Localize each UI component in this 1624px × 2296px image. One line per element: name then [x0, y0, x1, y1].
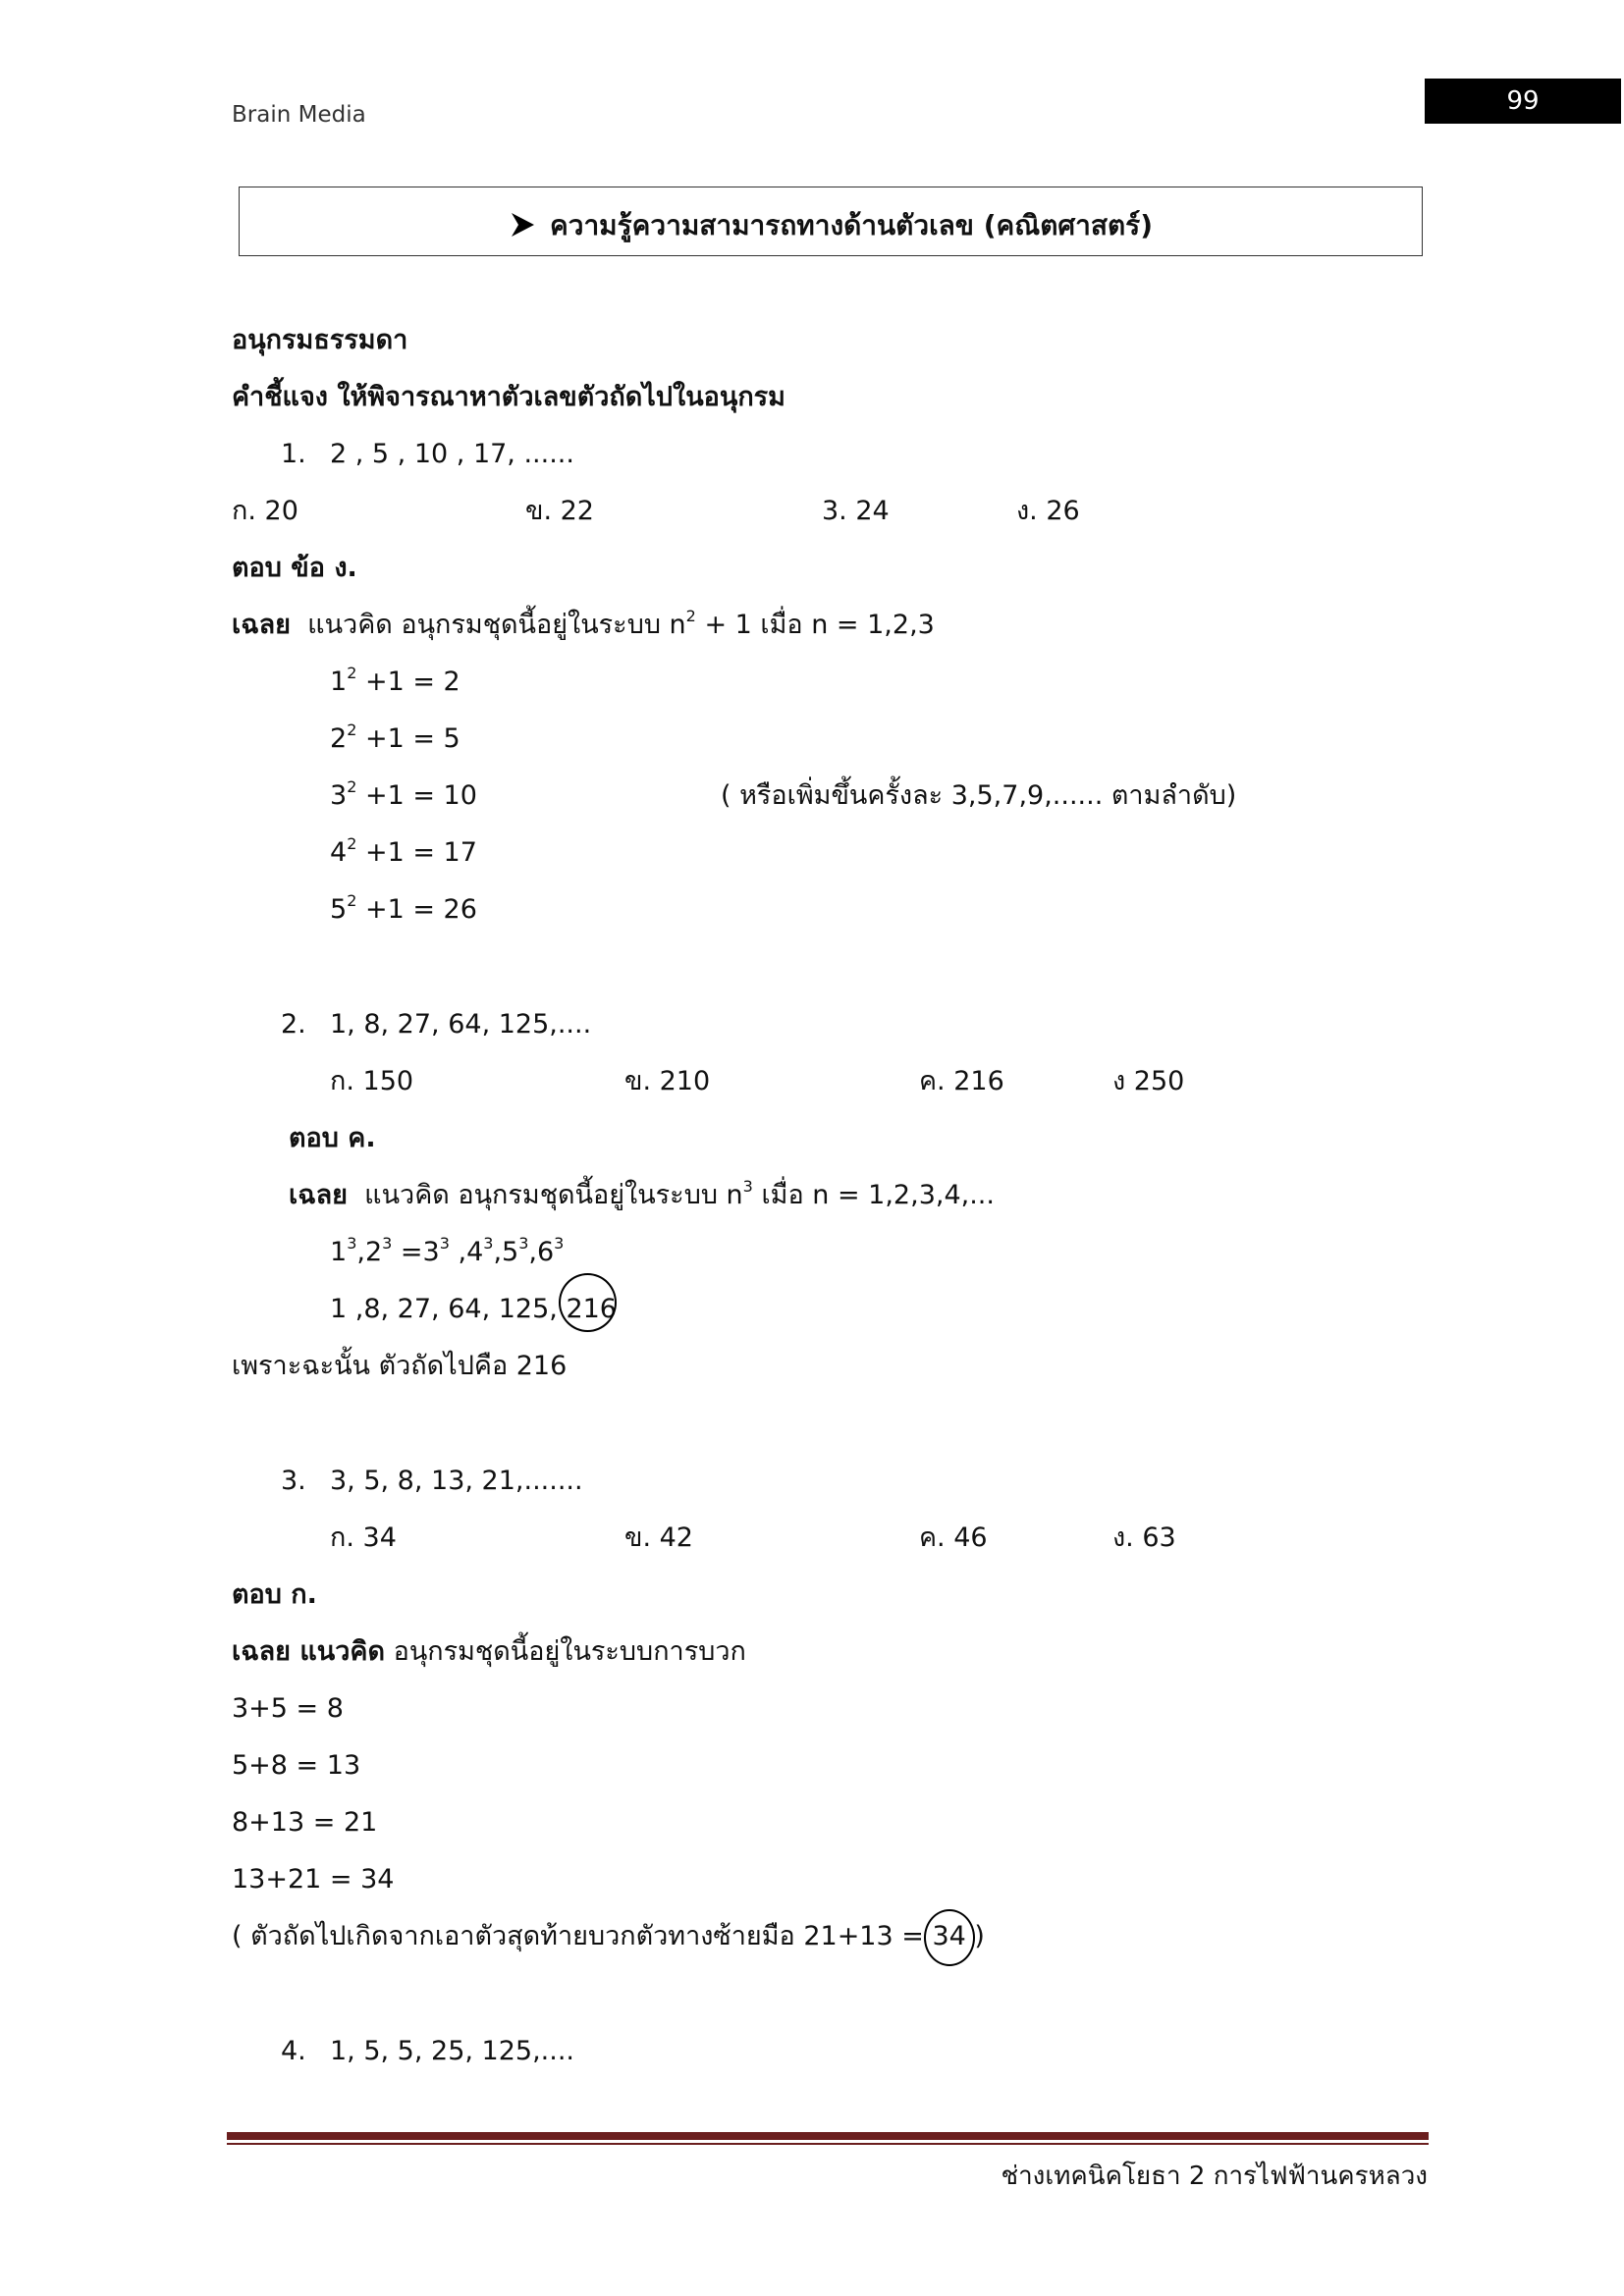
q2-solution-text-a: แนวคิด อนุกรมชุดนี้อยู่ในระบบ n — [364, 1180, 743, 1210]
q2-number: 2. — [281, 1009, 306, 1040]
q3-choice-d: ง. 63 — [1112, 1522, 1176, 1553]
q4-sequence: 1, 5, 5, 25, 125,.... — [330, 2036, 574, 2066]
q2-sequence: 1, 8, 27, 64, 125,.... — [330, 1009, 592, 1040]
q3-solution-label: เฉลย แนวคิด — [232, 1636, 386, 1667]
q1-step: $4^2 +1 = 17$ — [330, 834, 477, 868]
q2-solution — [289, 1179, 995, 1212]
q2-seq-line: 1 ,8, 27, 64, 125, 216 — [330, 1294, 617, 1324]
q2-choice-a: ก. 150 — [330, 1066, 414, 1096]
q1-choice-b: ข. 22 — [525, 496, 594, 526]
q1-solution-label: เฉลย — [232, 610, 291, 640]
q2-answer: ตอบ ค. — [289, 1123, 376, 1153]
q1-solution — [232, 609, 935, 642]
q1-choice-a: ก. 20 — [232, 496, 298, 526]
q3-solution-text: อนุกรมชุดนี้อยู่ในระบบการบวก — [385, 1636, 746, 1667]
instruction: คำชี้แจง ให้พิจารณาหาตัวเลขตัวถัดไปในอนุกรม — [232, 382, 785, 412]
q2-choice-b: ข. 210 — [624, 1066, 711, 1096]
section-heading: อนุกรมธรรมดา — [232, 325, 408, 355]
q3-answer: ตอบ ก. — [232, 1579, 317, 1610]
q1-step: $1^2 +1 = 2$ — [330, 664, 460, 697]
q3-circled-answer: 34 — [932, 1921, 966, 1951]
q1-choice-d: ง. 26 — [1016, 496, 1080, 526]
page-number-box — [1425, 79, 1621, 124]
q2-solution-exponent: 3 — [742, 1177, 753, 1196]
q3-choice-b: ข. 42 — [624, 1522, 693, 1553]
section-title-text: ความรู้ความสามารถทางด้านตัวเลข (คณิตศาสตร์) — [549, 209, 1153, 241]
q1-number: 1. — [281, 439, 306, 469]
footer-text: ช่างเทคนิคโยธา 2 การไฟฟ้านครหลวง — [1001, 2162, 1428, 2191]
q1-answer: ตอบ ข้อ ง. — [232, 553, 357, 583]
q3-choice-c: ค. 46 — [919, 1522, 988, 1553]
q3-note: ( ตัวถัดไปเกิดจากเอาตัวสุดท้ายบวกตัวทางซ้ายมือ 21+13 = 34 ) — [232, 1921, 985, 1951]
brand-name: Brain Media — [232, 102, 366, 128]
q2-powers: $1^3,2^3 =3^3$ $,4^3,5^3,6^3$ — [330, 1234, 565, 1267]
answer-circle — [559, 1273, 617, 1332]
q3-step: 3+5 = 8 — [232, 1693, 344, 1724]
q2-circled-answer: 216 — [566, 1294, 617, 1324]
footer-rule-thin — [227, 2143, 1429, 2145]
q3-solution — [232, 1635, 746, 1669]
q3-step: 5+8 = 13 — [232, 1750, 361, 1781]
q3-step: 13+21 = 34 — [232, 1864, 395, 1895]
q3-number: 3. — [281, 1466, 306, 1496]
section-title — [240, 204, 1422, 247]
q3-choice-a: ก. 34 — [330, 1522, 397, 1553]
q2-choice-c: ค. 216 — [919, 1066, 1004, 1096]
q1-note: ( หรือเพิ่มขึ้นครั้งละ 3,5,7,9,...... ตามลำดับ) — [721, 780, 1237, 811]
page-number: 99 — [1506, 86, 1540, 116]
footer-rule — [227, 2132, 1429, 2140]
q2-solution-label: เฉลย — [289, 1180, 348, 1210]
q3-step: 8+13 = 21 — [232, 1807, 378, 1838]
q2-conclusion: เพราะฉะนั้น ตัวถัดไปคือ 216 — [232, 1351, 568, 1381]
q4-number: 4. — [281, 2036, 306, 2066]
q1-step: $5^2 +1 = 26$ — [330, 891, 477, 925]
q1-solution-text-b: + 1 เมื่อ n = 1,2,3 — [695, 610, 935, 640]
section-title-box — [239, 187, 1423, 256]
q1-sequence: 2 , 5 , 10 , 17, ...... — [330, 439, 574, 469]
answer-circle — [924, 1909, 975, 1966]
q1-choice-c: 3. 24 — [822, 496, 890, 526]
q2-solution-text-b: เมื่อ n = 1,2,3,4,... — [752, 1180, 995, 1210]
q3-sequence: 3, 5, 8, 13, 21,....... — [330, 1466, 583, 1496]
arrowhead-bullet-icon — [509, 211, 536, 239]
q1-solution-exponent: 2 — [685, 607, 696, 625]
q1-step: $2^2 +1 = 5$ — [330, 721, 460, 754]
q1-step: $3^2 +1 = 10$ — [330, 777, 477, 811]
q2-choice-d: ง 250 — [1112, 1066, 1185, 1096]
q1-solution-text-a: แนวคิด อนุกรมชุดนี้อยู่ในระบบ n — [307, 610, 686, 640]
